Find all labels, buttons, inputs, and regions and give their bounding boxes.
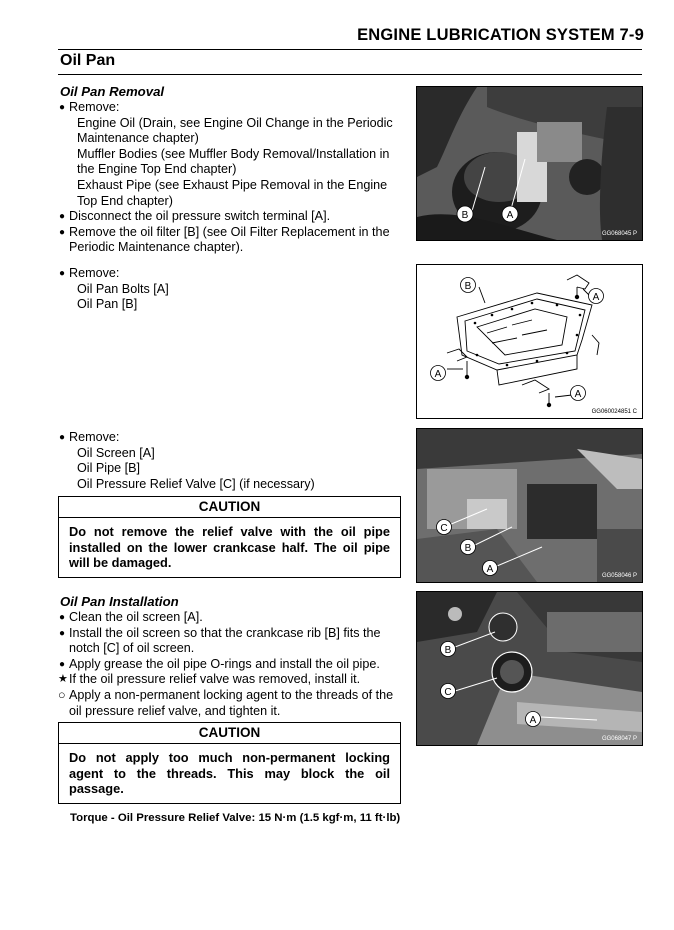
callout-b: B xyxy=(464,543,472,554)
removal-heading: Oil Pan Removal xyxy=(60,84,165,99)
remove-item: Oil Pan Bolts [A] xyxy=(77,281,169,296)
callout-c: C xyxy=(440,523,448,534)
callout-a: A xyxy=(574,389,582,400)
caution-title: CAUTION xyxy=(59,723,400,744)
torque-value: 15 N·m (1.5 kgf·m, 11 ft·lb) xyxy=(258,812,401,824)
callout-a: A xyxy=(506,210,514,221)
filter-step: ● Remove the oil filter [B] (see Oil Filter Replacement in the Periodic Maintenance chapter). xyxy=(59,224,390,255)
hollow-circle-icon: ○ xyxy=(58,687,66,702)
caution-box-installation xyxy=(58,722,401,804)
figure-id: GG058046 P xyxy=(601,573,637,579)
section-title: Oil Pan xyxy=(60,52,116,69)
bullet-icon: ● xyxy=(59,612,66,623)
callout-b: B xyxy=(464,281,472,292)
caution-text: Do not remove the relief valve with the oil pipe installed on the lower crankcase half. The oil pipe will be damaged. xyxy=(69,524,390,571)
remove-item: Oil Pipe [B] xyxy=(77,461,140,476)
installation-heading: Oil Pan Installation xyxy=(60,594,179,609)
caution-box-removal xyxy=(58,496,401,578)
callout-c: C xyxy=(444,687,452,698)
page-header: ENGINE LUBRICATION SYSTEM 7-9 xyxy=(357,26,644,44)
remove-step: ● Remove: xyxy=(59,430,120,444)
conditional-step: ★ If the oil pressure relief valve was removed, install it. xyxy=(58,672,361,687)
oil-pan-line-drawing xyxy=(417,265,642,418)
bullet-icon: ● xyxy=(59,432,66,443)
figure-id: GG068047 P xyxy=(601,736,637,742)
figure-id: GG060024851 C xyxy=(591,409,637,415)
installation-photo-drawing xyxy=(417,592,642,745)
sub-step: ○ Apply a non-permanent locking agent to the threads of the oil pressure relief valve, and tighten it. xyxy=(58,687,394,718)
caution-text: Do not apply too much non-permanent locking agent to the threads. This may block the oil passage. xyxy=(69,750,390,797)
torque-spec xyxy=(70,811,410,825)
figure-oil-filter-photo xyxy=(416,86,643,241)
remove-item: Oil Screen [A] xyxy=(77,445,155,460)
remove-step: ● Remove: xyxy=(59,100,120,114)
removal-block-1 xyxy=(60,84,405,256)
removal-block-2 xyxy=(60,266,405,313)
install-step: ● Apply grease the oil pipe O-rings and install the oil pipe. xyxy=(59,656,380,671)
remove-step: ● Remove: xyxy=(59,266,120,280)
callout-a: A xyxy=(592,292,600,303)
bullet-icon: ● xyxy=(59,226,66,238)
remove-item: Oil Pressure Relief Valve [C] (if necessary) xyxy=(77,476,315,491)
remove-item: Engine Oil (Drain, see Engine Oil Change in the Periodic Maintenance chapter) xyxy=(77,115,393,146)
removal-block-3 xyxy=(60,430,405,492)
remove-item: Muffler Bodies (see Muffler Body Removal/Installation in the Engine Top End chapter) xyxy=(77,146,390,177)
section-rule xyxy=(58,74,642,75)
bullet-icon: ● xyxy=(59,268,66,279)
installation-block xyxy=(60,594,405,719)
install-step: ● Clean the oil screen [A]. xyxy=(59,610,203,624)
caution-title: CAUTION xyxy=(59,497,400,518)
remove-item: Exhaust Pipe (see Exhaust Pipe Removal in the Engine Top End chapter) xyxy=(77,177,388,208)
figure-installation-photo xyxy=(416,591,643,746)
callout-a: A xyxy=(434,369,442,380)
callout-b: B xyxy=(461,210,469,221)
figure-oil-pan-drawing xyxy=(416,264,643,419)
callout-b: B xyxy=(444,645,452,656)
callout-a: A xyxy=(486,564,494,575)
remove-item: Oil Pan [B] xyxy=(77,297,138,312)
bullet-icon: ● xyxy=(59,627,66,639)
figure-id: GG068045 P xyxy=(601,231,637,237)
torque-label: Torque - Oil Pressure Relief Valve: xyxy=(70,812,256,824)
bullet-icon: ● xyxy=(59,211,66,223)
oil-filter-photo-drawing xyxy=(417,87,642,240)
disconnect-step: ● Disconnect the oil pressure switch terminal [A]. xyxy=(59,209,331,224)
figure-oil-screen-photo xyxy=(416,428,643,583)
star-icon: ★ xyxy=(58,673,68,686)
callout-a: A xyxy=(529,715,537,726)
header-rule xyxy=(58,49,642,50)
bullet-icon: ● xyxy=(59,102,66,113)
install-step: ● Install the oil screen so that the crankcase rib [B] fits the notch [C] of oil screen. xyxy=(59,625,381,656)
bullet-icon: ● xyxy=(59,658,66,670)
oil-screen-photo-drawing xyxy=(417,429,642,582)
